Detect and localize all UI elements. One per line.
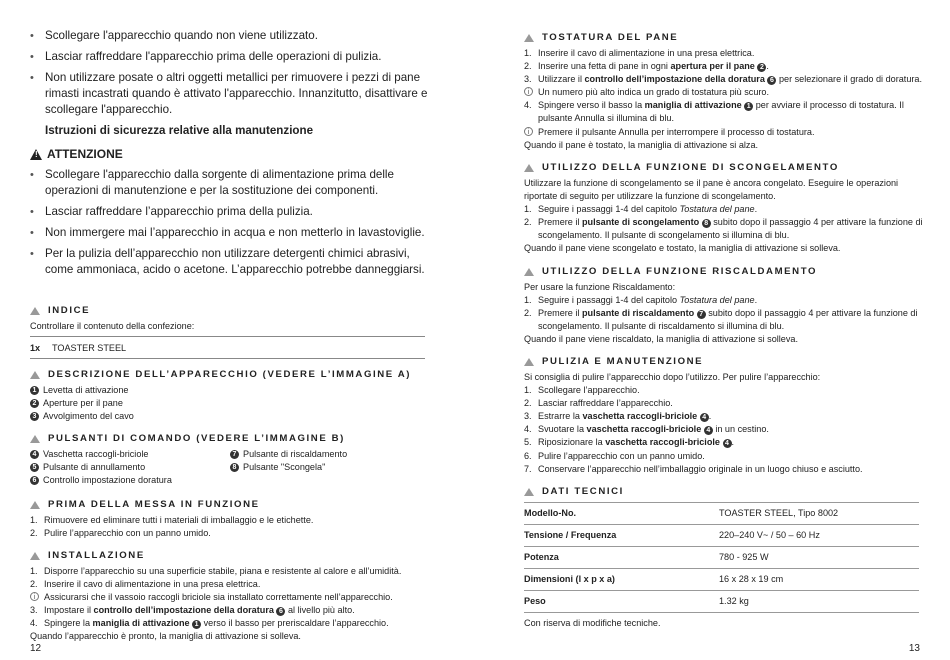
list-item: 2. Inserire il cavo di alimentazione in una presa elettrica. <box>30 579 261 590</box>
list-item: 2. Premere il pulsante di scongelamento 8 subito dopo il passaggio 4 per attivare la funzione di scongelamento. Il pulsante di scongelamento si illumina di blu. <box>524 217 923 241</box>
triangle-icon <box>30 552 40 560</box>
number-badge: 4 <box>723 439 732 448</box>
table-row: Potenza 780 - 925 W <box>524 547 919 569</box>
list-item: 1. Scollegare l’apparecchio. <box>524 385 640 396</box>
list-item: 3. Impostare il controllo dell’impostazione della doratura 6 al livello più alto. <box>30 605 355 616</box>
info-icon: i <box>524 87 533 96</box>
scongelamento-section <box>524 162 924 256</box>
intro-text: Si consiglia di pulire l’apparecchio dopo l’utilizzo. Per pulire l’apparecchio: <box>524 372 821 382</box>
list-item: 1 Levetta di attivazione <box>30 384 450 397</box>
section-heading: INSTALLAZIONE <box>30 550 450 562</box>
number-badge: 1 <box>744 102 753 111</box>
list-item: 6 Controllo impostazione doratura <box>30 474 230 487</box>
triangle-icon <box>30 501 40 509</box>
number-badge: 4 <box>700 413 709 422</box>
qty-cell: 1x <box>30 337 52 359</box>
warning-icon: ! <box>30 149 42 160</box>
list-item: • Lasciar raffreddare l'apparecchio prima delle operazioni di pulizia. <box>30 49 430 65</box>
triangle-icon <box>524 164 534 172</box>
number-badge: 1 <box>30 386 39 395</box>
list-item: • Scollegare l'apparecchio quando non viene utilizzato. <box>30 28 430 44</box>
list-item: 2. Pulire l’apparecchio con un panno umido. <box>30 528 211 539</box>
triangle-icon <box>30 435 40 443</box>
table-row: Dimensioni (l x p x a) 16 x 28 x 19 cm <box>524 569 919 591</box>
controls-list-1 <box>30 448 230 487</box>
list-item: • Non immergere mai l’apparecchio in acqua e non metterlo in lavastoviglie. <box>30 225 430 241</box>
list-item: 4 Vaschetta raccogli-briciole <box>30 448 230 461</box>
right-page <box>475 0 950 660</box>
triangle-icon <box>524 358 534 366</box>
list-item: 1. Inserire il cavo di alimentazione in una presa elettrica. <box>524 48 755 58</box>
intro-text: Per usare la funzione Riscaldamento: <box>524 282 676 292</box>
tech-table <box>524 502 919 613</box>
list-item: 8 Pulsante "Scongela" <box>230 461 430 474</box>
list-item: 1. Seguire i passaggi 1-4 del capitolo Tostatura del pane. <box>524 295 758 306</box>
closing-text: Quando il pane viene riscaldato, la maniglia di attivazione si solleva. <box>524 334 798 345</box>
section-heading: DESCRIZIONE DELL’APPARECCHIO (VEDERE L’IMMAGINE A) <box>30 369 450 381</box>
parts-list <box>30 384 450 423</box>
table-row <box>30 337 425 359</box>
triangle-icon <box>524 488 534 496</box>
section-heading: TOSTATURA DEL PANE <box>524 32 924 44</box>
info-icon: i <box>524 127 533 136</box>
list-item: • Non utilizzare posate o altri oggetti metallici per rimuovere i pezzi di pane rimasti incastrati quando è attivato l'apparecchio. Innanzitutto, disattivare e scollegare l'apparecchio. <box>30 70 430 118</box>
closing-text: Quando il pane è tostato, la maniglia di attivazione si alza. <box>524 139 759 150</box>
closing-text: Quando l’apparecchio è pronto, la maniglia di attivazione si solleva. <box>30 631 301 642</box>
safety-bullets <box>30 28 430 118</box>
controls-columns <box>30 448 450 487</box>
controls-list-2 <box>230 448 430 487</box>
list-item: 5 Pulsante di annullamento <box>30 461 230 474</box>
number-badge: 6 <box>30 476 39 485</box>
page-number: 13 <box>908 643 920 654</box>
section-heading: UTILIZZO DELLA FUNZIONE RISCALDAMENTO <box>524 266 924 278</box>
steps-list <box>30 514 450 540</box>
list-item: 7. Conservare l’apparecchio nell’imballaggio originale in un luogo chiuso e asciutto. <box>524 463 863 474</box>
page-number: 12 <box>30 643 42 654</box>
info-icon: i <box>30 592 39 601</box>
info-item: i Assicurarsi che il vassoio raccogli briciole sia installato correttamente nell’apparecchio. <box>30 591 450 604</box>
section-heading: UTILIZZO DELLA FUNZIONE DI SCONGELAMENTO <box>524 162 924 174</box>
number-badge: 2 <box>30 399 39 408</box>
note-text: Con riserva di modifiche tecniche. <box>524 618 661 629</box>
section-heading: INDICE <box>30 305 430 317</box>
warning-heading <box>30 147 430 161</box>
list-item: 2. Lasciar raffreddare l’apparecchio. <box>524 398 673 409</box>
item-cell: TOASTER STEEL <box>52 337 425 359</box>
list-item: 4. Svuotare la vaschetta raccogli-briciole 4 in un cestino. <box>524 424 769 435</box>
steps-list <box>524 203 924 242</box>
number-badge: 3 <box>30 412 39 421</box>
list-item: 3. Estrarre la vaschetta raccogli-briciole 4 . <box>524 411 712 422</box>
info-item: i Premere il pulsante Annulla per interrompere il processo di tostatura. <box>524 126 924 139</box>
list-item: 4. Spingere la maniglia di attivazione 1 verso il basso per preriscaldare l’apparecchio. <box>30 618 389 629</box>
list-item: 5. Riposizionare la vaschetta raccogli-briciole 4 . <box>524 437 735 448</box>
table-row: Tensione / Frequenza 220–240 V~ / 50 – 60 Hz <box>524 525 919 547</box>
list-item: 2. Inserire una fetta di pane in ogni apertura per il pane 2 . <box>524 61 769 72</box>
number-badge: 6 <box>276 607 285 616</box>
number-badge: 7 <box>697 310 706 319</box>
closing-text: Quando il pane viene scongelato e tostato, la maniglia di attivazione si solleva. <box>524 243 841 254</box>
number-badge: 2 <box>757 63 766 72</box>
number-badge: 1 <box>192 620 201 629</box>
intro-text: Utilizzare la funzione di scongelamento se il pane è ancora congelato. Eseguire le operazioni riportate di seguito per utilizzare la funzione di scongelamento. <box>524 178 899 202</box>
number-badge: 7 <box>230 450 239 459</box>
list-item: • Lasciar raffreddare l’apparecchio prima della pulizia. <box>30 204 430 220</box>
list-item: 1. Seguire i passaggi 1-4 del capitolo Tostatura del pane. <box>524 204 758 215</box>
indice-intro: Controllare il contenuto della confezione: <box>30 321 195 331</box>
installazione-section <box>30 550 450 644</box>
riscaldamento-section <box>524 266 924 346</box>
list-item: 3. Utilizzare il controllo dell’impostazione della doratura 6 per selezionare il grado di doratura. <box>524 74 923 85</box>
prima-section <box>30 499 450 540</box>
list-item: 1. Rimuovere ed eliminare tutti i materiali di imballaggio e le etichette. <box>30 515 314 525</box>
list-item: 6. Pulire l’apparecchio con un panno umido. <box>524 450 705 461</box>
section-heading: DATI TECNICI <box>524 486 924 498</box>
triangle-icon <box>524 34 534 42</box>
maintenance-title: Istruzioni di sicurezza relative alla manutenzione <box>45 124 314 137</box>
contents-table <box>30 336 425 359</box>
pulizia-section <box>524 356 924 476</box>
list-item: 1. Disporre l’apparecchio su una superficie stabile, piana e resistente al calore e all’umidità. <box>30 566 402 576</box>
steps-list <box>524 384 924 476</box>
list-item: 3 Avvolgimento del cavo <box>30 410 450 423</box>
steps-list <box>524 294 924 333</box>
number-badge: 8 <box>230 463 239 472</box>
number-badge: 8 <box>702 219 711 228</box>
indice-section <box>30 305 430 359</box>
tostatura-section <box>524 32 924 152</box>
section-heading: PULIZIA E MANUTENZIONE <box>524 356 924 368</box>
dati-section <box>524 486 924 631</box>
list-item: 4. Spingere verso il basso la maniglia di attivazione 1 per avviare il processo di tostatura. Il pulsante Annulla si illumina di blu. <box>524 100 904 124</box>
section-heading: PULSANTI DI COMANDO (VEDERE L’IMMAGINE B) <box>30 433 450 445</box>
number-badge: 5 <box>30 463 39 472</box>
list-item: • Scollegare l'apparecchio dalla sorgente di alimentazione prima delle operazioni di manutenzione e per la sostituzione dei componenti. <box>30 167 430 199</box>
steps-list <box>30 565 450 630</box>
steps-list <box>524 47 924 139</box>
number-badge: 4 <box>30 450 39 459</box>
safety-section <box>30 28 430 283</box>
list-item: 2. Premere il pulsante di riscaldamento 7 subito dopo il passaggio 4 per attivare la funzione di scongelamento. Il pulsante di riscaldamento si illumina di blu. <box>524 308 918 332</box>
info-item: i Un numero più alto indica un grado di tostatura più scuro. <box>524 86 924 99</box>
list-item: 7 Pulsante di riscaldamento <box>230 448 430 461</box>
list-item: • Per la pulizia dell’apparecchio non utilizzare detergenti chimici abrasivi, come ammoniaca, acido o acetone. L’apparecchio potrebbe danneggiarsi. <box>30 246 430 278</box>
number-badge: 6 <box>767 76 776 85</box>
triangle-icon <box>30 307 40 315</box>
warning-label: ATTENZIONE <box>47 147 123 161</box>
triangle-icon <box>524 268 534 276</box>
table-row: Peso 1.32 kg <box>524 591 919 613</box>
list-item: 2 Aperture per il pane <box>30 397 450 410</box>
number-badge: 4 <box>704 426 713 435</box>
pulsanti-section <box>30 433 450 487</box>
table-row: Modello-No. TOASTER STEEL, Tipo 8002 <box>524 503 919 525</box>
section-heading: PRIMA DELLA MESSA IN FUNZIONE <box>30 499 450 511</box>
triangle-icon <box>30 371 40 379</box>
descrizione-section <box>30 369 450 423</box>
maintenance-bullets <box>30 167 430 278</box>
